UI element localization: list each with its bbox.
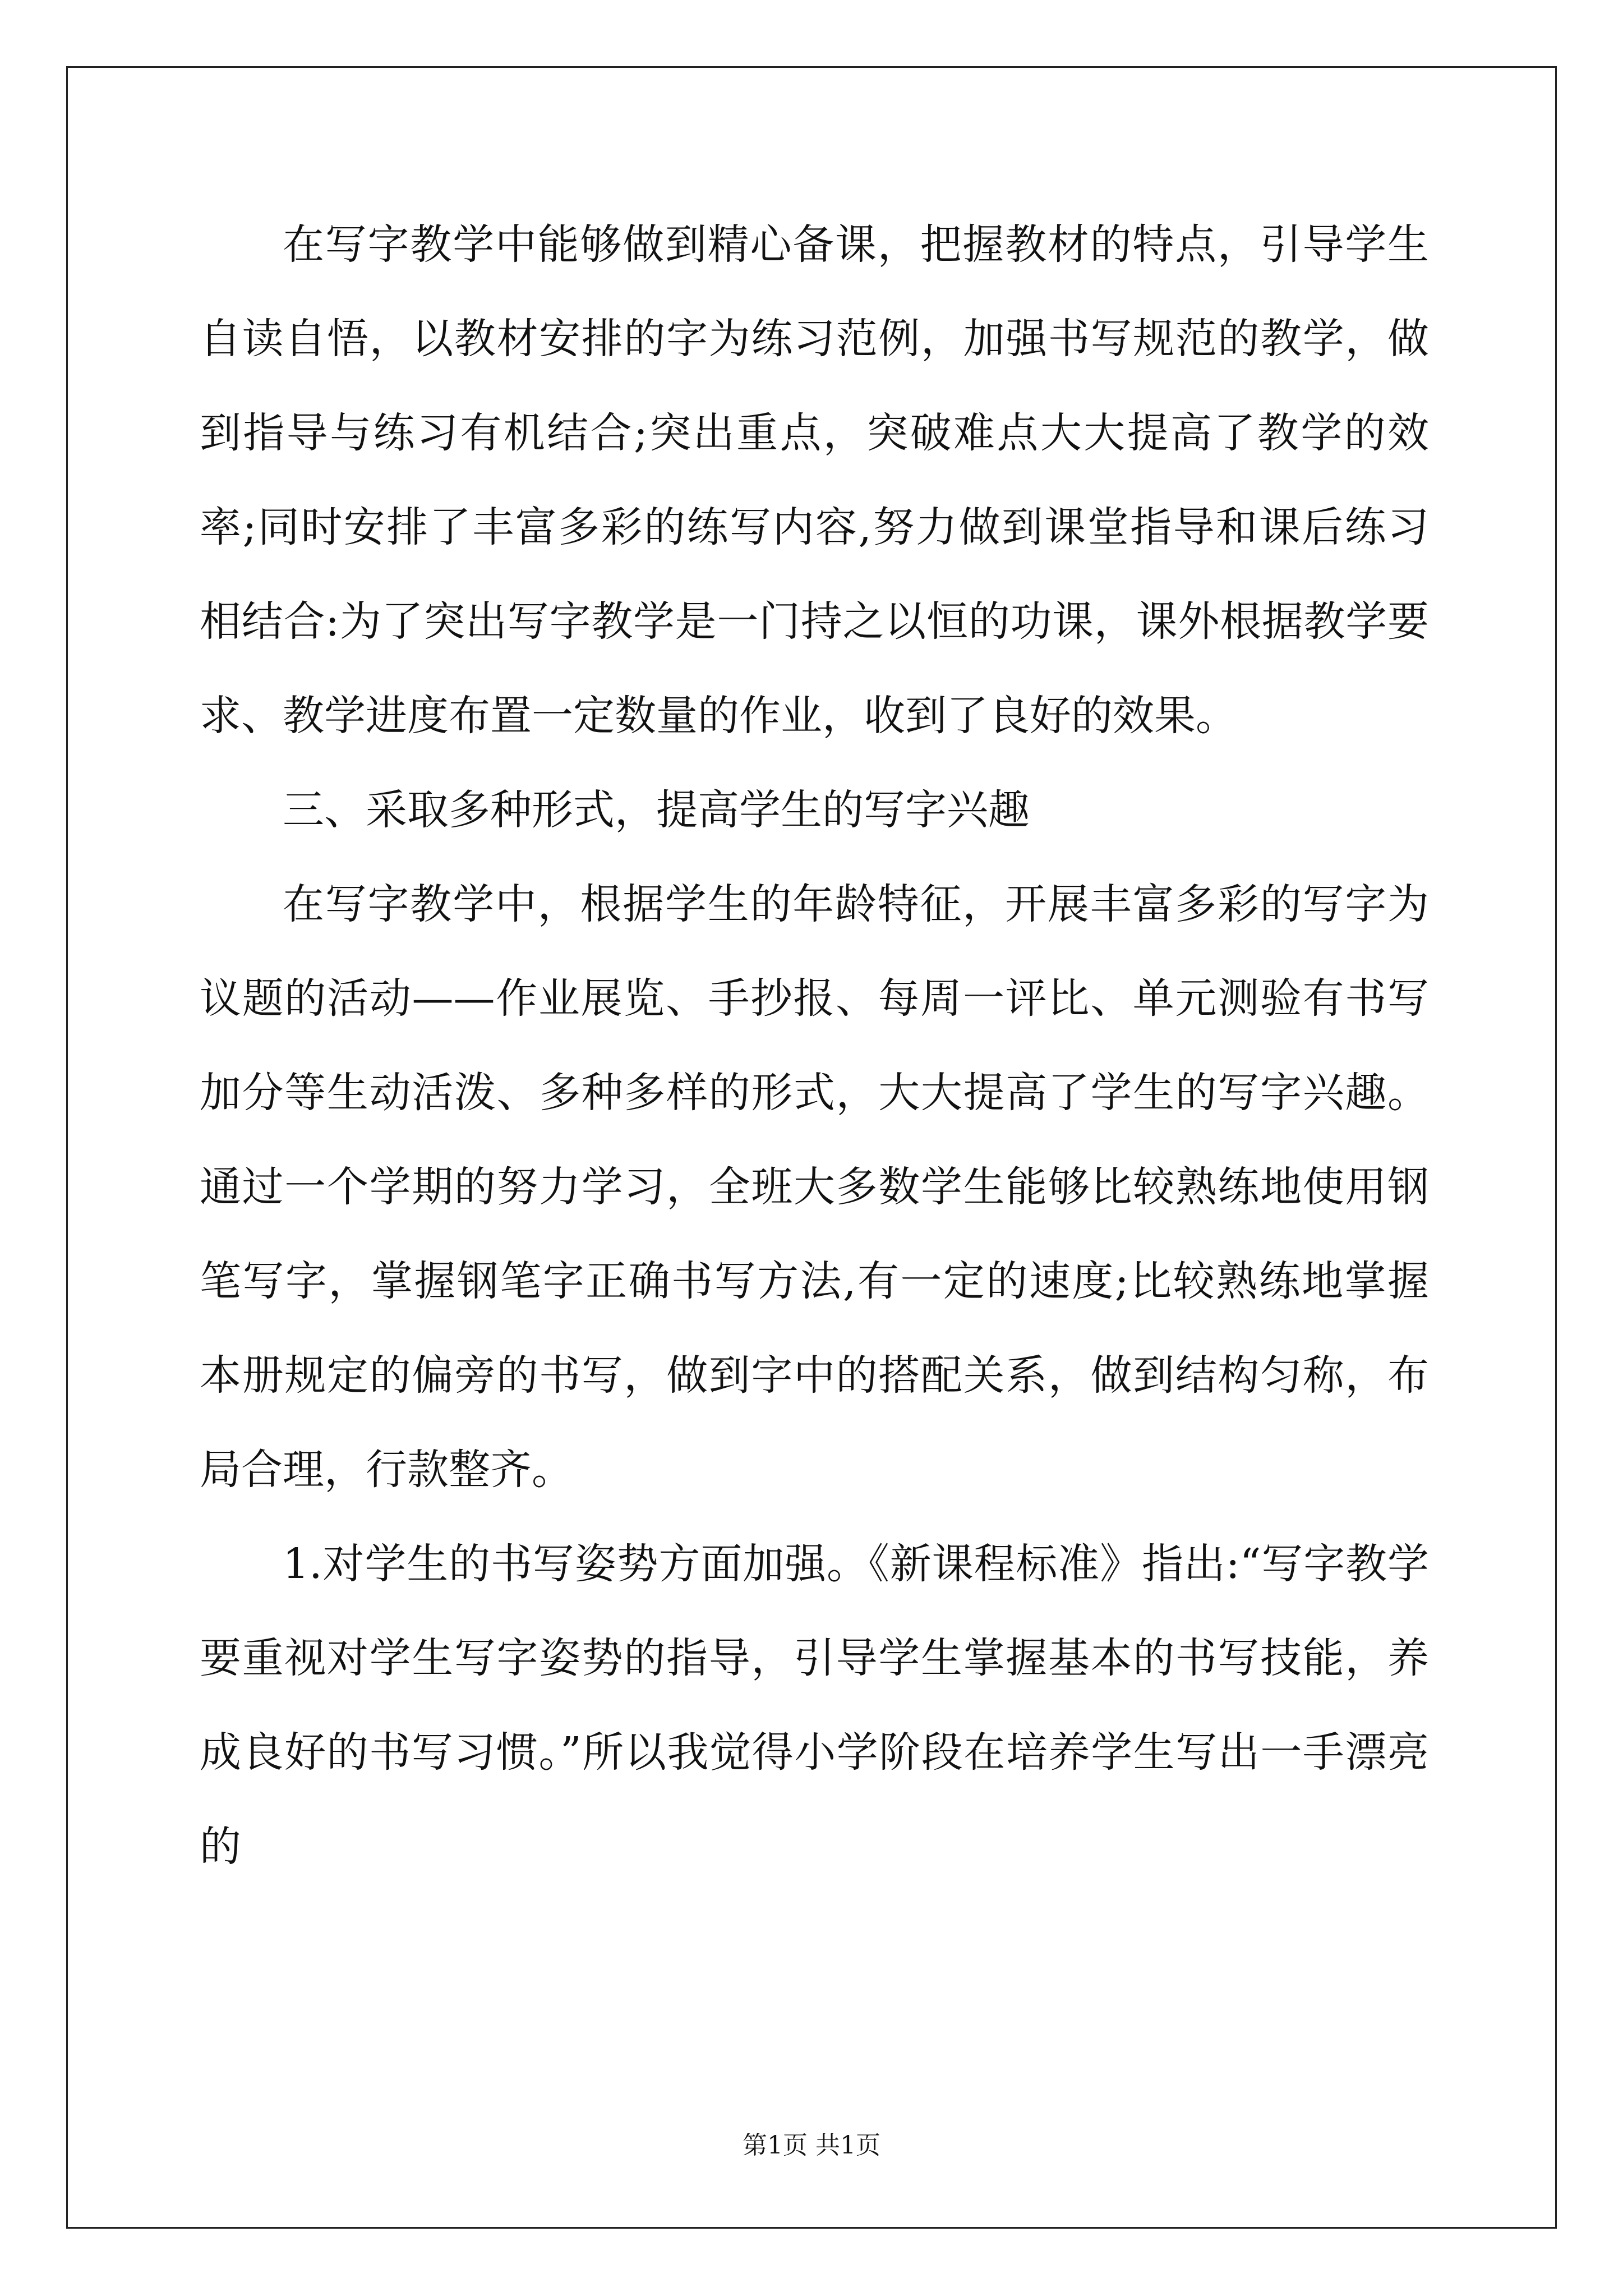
document-body: [200, 197, 1429, 1894]
paragraph-2: 在写字教学中，根据学生的年龄特征，开展丰富多彩的写字为议题的活动——作业展览、手抄报、每周一评比、单元测验有书写加分等生动活泼、多种多样的形式，大大提高了学生的写字兴趣。通过一个学期的努力学习，全班大多数学生能够比较熟练地使用钢笔写字，掌握钢笔字正确书写方法,有一定的速度;比较熟练地掌握本册规定的偏旁的书写，做到字中的搭配关系，做到结构匀称，布局合理，行款整齐。: [200, 880, 1429, 1494]
section-heading: 三、采取多种形式，提高学生的写字兴趣: [283, 786, 1030, 834]
page-number: 第1页 共1页: [743, 2131, 880, 2160]
paragraph-3: 1.对学生的书写姿势方面加强。《新课程标准》指出:“写字教学要重视对学生写字姿势的指导，引导学生掌握基本的书写技能，养成良好的书写习惯。”所以我觉得小学阶段在培养学生写出一手漂亮的: [200, 1540, 1429, 1871]
page-footer: [0, 2129, 1623, 2162]
paragraph-1: 在写字教学中能够做到精心备课，把握教材的特点，引导学生自读自悟，以教材安排的字为练习范例，加强书写规范的教学，做到指导与练习有机结合;突出重点，突破难点大大提高了教学的效率;同时安排了丰富多彩的练写内容,努力做到课堂指导和课后练习相结合:为了突出写字教学是一门持之以恒的功课，课外根据教学要求、教学进度布置一定数量的作业，收到了良好的效果。: [200, 220, 1429, 740]
